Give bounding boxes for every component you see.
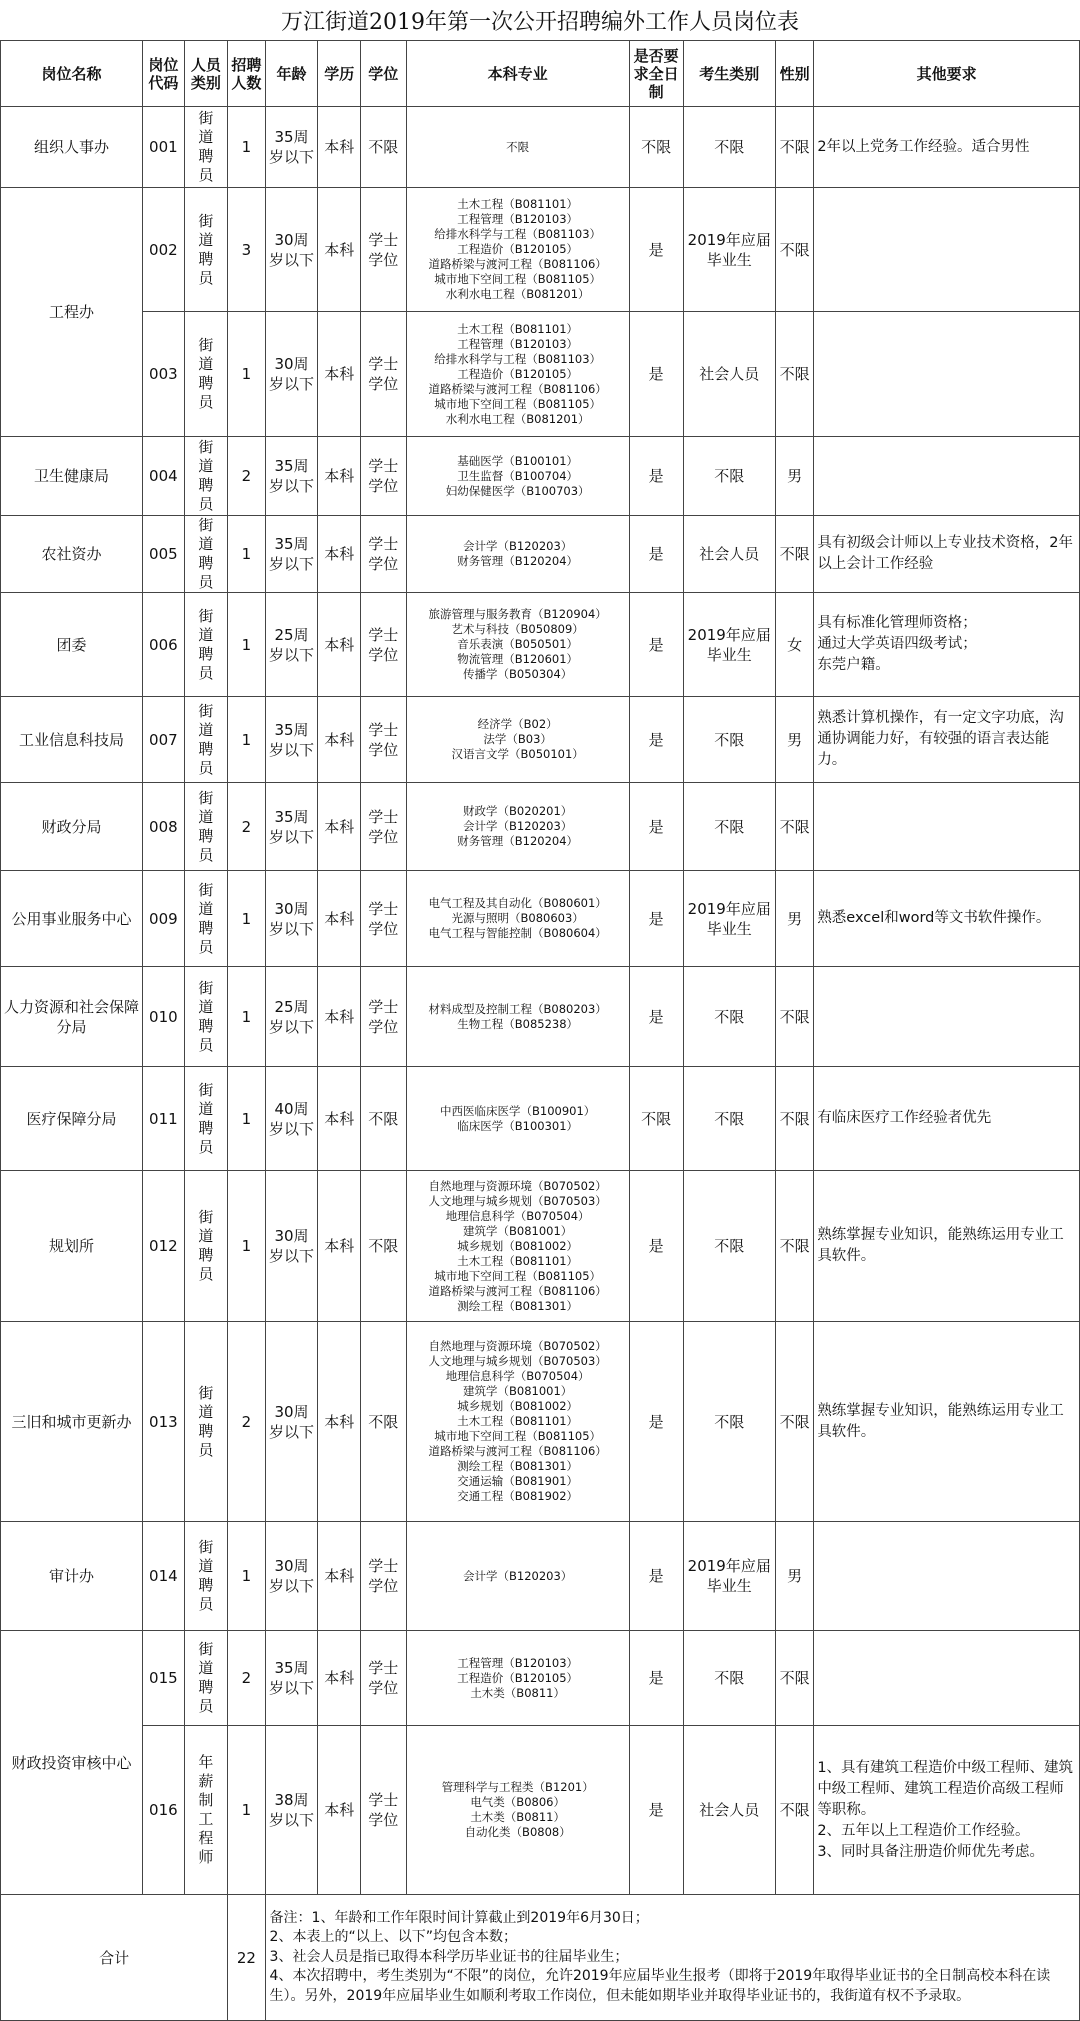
row-name: 财政投资审核中心 bbox=[1, 1631, 143, 1895]
header-name: 岗位名称 bbox=[1, 41, 143, 107]
table-row bbox=[1, 871, 1080, 967]
table-row bbox=[1, 697, 1080, 783]
row-sex: 女 bbox=[775, 593, 813, 697]
row-name: 公用事业服务中心 bbox=[1, 871, 143, 967]
row-edu: 本科 bbox=[318, 516, 361, 593]
row-age: 30周岁以下 bbox=[265, 1171, 318, 1322]
row-type: 街道聘员 bbox=[198, 336, 214, 411]
row-sex: 男 bbox=[775, 437, 813, 516]
row-age: 35周岁以下 bbox=[265, 783, 318, 871]
row-degree: 学士学位 bbox=[360, 593, 406, 697]
row-cand: 不限 bbox=[683, 967, 775, 1067]
table-row bbox=[1, 1171, 1080, 1322]
row-code: 007 bbox=[143, 697, 185, 783]
row-age: 30周岁以下 bbox=[265, 1322, 318, 1522]
row-cand: 2019年应届毕业生 bbox=[683, 593, 775, 697]
row-sex: 不限 bbox=[775, 967, 813, 1067]
row-age: 30周岁以下 bbox=[265, 1522, 318, 1631]
row-age: 25周岁以下 bbox=[265, 967, 318, 1067]
row-name: 工业信息科技局 bbox=[1, 697, 143, 783]
row-name: 财政分局 bbox=[1, 783, 143, 871]
row-cand: 不限 bbox=[683, 437, 775, 516]
table-row bbox=[1, 188, 1080, 312]
header-degree: 学位 bbox=[360, 41, 406, 107]
row-name: 卫生健康局 bbox=[1, 437, 143, 516]
header-fulltime: 是否要求全日制 bbox=[629, 41, 683, 107]
row-other: 具有初级会计师以上专业技术资格，2年以上会计工作经验 bbox=[814, 516, 1080, 593]
row-major: 自然地理与资源环境（B070502） 人文地理与城乡规划（B070503） 地理信息科学（B070504） 建筑学（B081001） 城乡规划（B081002） 土木工程（B081101） 城市地下空间工程（B081105） 道路桥梁与渡河工程（B081106） 测绘工程（B081301） bbox=[406, 1171, 629, 1322]
row-cand: 不限 bbox=[683, 783, 775, 871]
row-type: 街道聘员 bbox=[198, 211, 214, 287]
row-major: 旅游管理与服务教育（B120904） 艺术与科技（B050809） 音乐表演（B050501） 物流管理（B120601） 传播学（B050304） bbox=[406, 593, 629, 697]
row-cand: 不限 bbox=[683, 1631, 775, 1726]
row-code: 001 bbox=[143, 107, 185, 188]
page-title: 万江街道2019年第一次公开招聘编外工作人员岗位表 bbox=[281, 9, 799, 35]
row-major: 会计学（B120203） bbox=[406, 1522, 629, 1631]
row-name: 农社资办 bbox=[1, 516, 143, 593]
row-edu: 本科 bbox=[318, 1171, 361, 1322]
row-name: 医疗保障分局 bbox=[1, 1067, 143, 1171]
row-sex: 不限 bbox=[775, 783, 813, 871]
row-count: 2 bbox=[228, 1631, 265, 1726]
row-count: 2 bbox=[228, 1322, 265, 1522]
row-type: 街道聘员 bbox=[198, 606, 214, 682]
row-count: 1 bbox=[228, 871, 265, 967]
row-name: 工程办 bbox=[1, 188, 143, 437]
row-major: 中西医临床医学（B100901） 临床医学（B100301） bbox=[406, 1067, 629, 1171]
row-sex: 不限 bbox=[775, 1322, 813, 1522]
row-age: 30周岁以下 bbox=[265, 312, 318, 437]
row-type: 街道聘员 bbox=[198, 701, 214, 777]
row-type: 街道聘员 bbox=[198, 1080, 214, 1156]
row-major: 管理科学与工程类（B1201） 电气类（B0806） 土木类（B0811） 自动化类（B0808） bbox=[406, 1726, 629, 1895]
row-cand: 不限 bbox=[683, 1322, 775, 1522]
row-type: 街道聘员 bbox=[198, 1383, 214, 1459]
table-header-row bbox=[1, 41, 1080, 107]
row-code: 002 bbox=[143, 188, 185, 312]
row-edu: 本科 bbox=[318, 1522, 361, 1631]
row-age: 35周岁以下 bbox=[265, 1631, 318, 1726]
row-code: 003 bbox=[143, 312, 185, 437]
table-row bbox=[1, 1522, 1080, 1631]
row-code: 012 bbox=[143, 1171, 185, 1322]
row-degree: 不限 bbox=[360, 1171, 406, 1322]
row-age: 35周岁以下 bbox=[265, 107, 318, 188]
table-row bbox=[1, 107, 1080, 188]
row-edu: 本科 bbox=[318, 871, 361, 967]
row-major: 财政学（B020201） 会计学（B120203） 财务管理（B120204） bbox=[406, 783, 629, 871]
row-age: 35周岁以下 bbox=[265, 697, 318, 783]
row-code: 013 bbox=[143, 1322, 185, 1522]
row-count: 3 bbox=[228, 188, 265, 312]
footnote: 备注：1、年龄和工作年限时间计算截止到2019年6月30日； 2、本表上的“以上、以下”均包含本数； 3、社会人员是指已取得本科学历毕业证书的往届毕业生； 4、本次招聘中，考生类别为“不限”的岗位，允许2019年应届毕业生报考（即将于2019年取得毕业证书的全日制高校本科在读生）。另外，2019年应届毕业生如顺利考取工作岗位，但未能如期毕业并取得毕业证书的，我街道有权不予录取。 bbox=[265, 1895, 1079, 2021]
row-major: 不限 bbox=[406, 107, 629, 188]
row-sex: 不限 bbox=[775, 516, 813, 593]
row-major: 工程管理（B120103） 工程造价（B120105） 土木类（B0811） bbox=[406, 1631, 629, 1726]
header-sex: 性别 bbox=[775, 41, 813, 107]
table-row bbox=[1, 1631, 1080, 1726]
table-row bbox=[1, 1726, 1080, 1895]
row-degree: 学士学位 bbox=[360, 1726, 406, 1895]
row-name: 人力资源和社会保障分局 bbox=[1, 967, 143, 1067]
row-code: 008 bbox=[143, 783, 185, 871]
row-age: 35周岁以下 bbox=[265, 516, 318, 593]
table-row bbox=[1, 967, 1080, 1067]
row-major: 自然地理与资源环境（B070502） 人文地理与城乡规划（B070503） 地理信息科学（B070504） 建筑学（B081001） 城乡规划（B081002） 土木工程（B081101） 城市地下空间工程（B081105） 道路桥梁与渡河工程（B081106） 测绘工程（B081301） 交通运输（B081901） 交通工程（B081902） bbox=[406, 1322, 629, 1522]
row-cand: 不限 bbox=[683, 1171, 775, 1322]
row-other: 熟悉计算机操作，有一定文字功底，沟通协调能力好，有较强的语言表达能力。 bbox=[814, 697, 1080, 783]
row-name: 规划所 bbox=[1, 1171, 143, 1322]
row-fulltime: 是 bbox=[629, 1322, 683, 1522]
row-major: 材料成型及控制工程（B080203） 生物工程（B085238） bbox=[406, 967, 629, 1067]
table-row bbox=[1, 1067, 1080, 1171]
row-fulltime: 不限 bbox=[629, 1067, 683, 1171]
row-code: 011 bbox=[143, 1067, 185, 1171]
total-count: 22 bbox=[228, 1895, 265, 2021]
header-age: 年龄 bbox=[265, 41, 318, 107]
table-row bbox=[1, 593, 1080, 697]
row-count: 1 bbox=[228, 1067, 265, 1171]
row-other bbox=[814, 188, 1080, 312]
row-cand: 社会人员 bbox=[683, 312, 775, 437]
row-age: 30周岁以下 bbox=[265, 871, 318, 967]
header-type: 人员类别 bbox=[184, 41, 228, 107]
row-count: 1 bbox=[228, 312, 265, 437]
row-cand: 不限 bbox=[683, 697, 775, 783]
row-degree: 不限 bbox=[360, 107, 406, 188]
row-degree: 学士学位 bbox=[360, 188, 406, 312]
row-count: 1 bbox=[228, 1522, 265, 1631]
row-sex: 不限 bbox=[775, 1631, 813, 1726]
header-edu: 学历 bbox=[318, 41, 361, 107]
row-fulltime: 是 bbox=[629, 593, 683, 697]
row-type: 街道聘员 bbox=[198, 1538, 214, 1613]
row-fulltime: 是 bbox=[629, 1631, 683, 1726]
row-edu: 本科 bbox=[318, 1631, 361, 1726]
row-edu: 本科 bbox=[318, 783, 361, 871]
row-code: 009 bbox=[143, 871, 185, 967]
row-count: 2 bbox=[228, 437, 265, 516]
row-code: 006 bbox=[143, 593, 185, 697]
row-edu: 本科 bbox=[318, 593, 361, 697]
row-sex: 不限 bbox=[775, 188, 813, 312]
row-other: 熟练掌握专业知识，能熟练运用专业工具软件。 bbox=[814, 1322, 1080, 1522]
row-age: 25周岁以下 bbox=[265, 593, 318, 697]
row-code: 015 bbox=[143, 1631, 185, 1726]
row-degree: 学士学位 bbox=[360, 516, 406, 593]
row-other: 熟悉excel和word等文书软件操作。 bbox=[814, 871, 1080, 967]
row-sex: 男 bbox=[775, 697, 813, 783]
row-age: 40周岁以下 bbox=[265, 1067, 318, 1171]
row-age: 30周岁以下 bbox=[265, 188, 318, 312]
row-count: 1 bbox=[228, 593, 265, 697]
row-code: 005 bbox=[143, 516, 185, 593]
row-edu: 本科 bbox=[318, 1322, 361, 1522]
row-edu: 本科 bbox=[318, 967, 361, 1067]
row-sex: 男 bbox=[775, 871, 813, 967]
row-degree: 学士学位 bbox=[360, 1522, 406, 1631]
row-sex: 不限 bbox=[775, 1171, 813, 1322]
row-count: 1 bbox=[228, 516, 265, 593]
row-code: 016 bbox=[143, 1726, 185, 1895]
row-fulltime: 是 bbox=[629, 783, 683, 871]
table-footer-row bbox=[1, 1895, 1080, 2021]
row-edu: 本科 bbox=[318, 437, 361, 516]
row-cand: 2019年应届毕业生 bbox=[683, 1522, 775, 1631]
header-major: 本科专业 bbox=[406, 41, 629, 107]
table-row bbox=[1, 312, 1080, 437]
row-type: 街道聘员 bbox=[198, 1208, 214, 1283]
row-other: 有临床医疗工作经验者优先 bbox=[814, 1067, 1080, 1171]
row-type: 年薪制工程师 bbox=[198, 1753, 214, 1866]
row-edu: 本科 bbox=[318, 697, 361, 783]
row-code: 014 bbox=[143, 1522, 185, 1631]
row-other bbox=[814, 1522, 1080, 1631]
row-sex: 不限 bbox=[775, 1726, 813, 1895]
row-type: 街道聘员 bbox=[198, 516, 214, 591]
row-type: 街道聘员 bbox=[198, 788, 214, 864]
row-age: 35周岁以下 bbox=[265, 437, 318, 516]
row-degree: 不限 bbox=[360, 1067, 406, 1171]
header-other: 其他要求 bbox=[814, 41, 1080, 107]
row-edu: 本科 bbox=[318, 188, 361, 312]
row-count: 2 bbox=[228, 783, 265, 871]
row-major: 基础医学（B100101） 卫生监督（B100704） 妇幼保健医学（B100703） bbox=[406, 437, 629, 516]
row-degree: 不限 bbox=[360, 1322, 406, 1522]
row-count: 1 bbox=[228, 1726, 265, 1895]
row-cand: 社会人员 bbox=[683, 516, 775, 593]
row-type: 街道聘员 bbox=[198, 438, 214, 513]
row-fulltime: 不限 bbox=[629, 107, 683, 188]
row-major: 会计学（B120203） 财务管理（B120204） bbox=[406, 516, 629, 593]
row-name: 组织人事办 bbox=[1, 107, 143, 188]
row-type: 街道聘员 bbox=[198, 978, 214, 1054]
row-edu: 本科 bbox=[318, 107, 361, 188]
row-other bbox=[814, 312, 1080, 437]
row-major: 经济学（B02） 法学（B03） 汉语言文学（B050101） bbox=[406, 697, 629, 783]
row-edu: 本科 bbox=[318, 1726, 361, 1895]
row-other bbox=[814, 967, 1080, 1067]
row-fulltime: 是 bbox=[629, 188, 683, 312]
row-fulltime: 是 bbox=[629, 1726, 683, 1895]
row-fulltime: 是 bbox=[629, 871, 683, 967]
row-sex: 不限 bbox=[775, 312, 813, 437]
row-major: 土木工程（B081101） 工程管理（B120103） 给排水科学与工程（B081103） 工程造价（B120105） 道路桥梁与渡河工程（B081106） 城市地下空间工程（B081105） 水利水电工程（B081201） bbox=[406, 188, 629, 312]
row-code: 010 bbox=[143, 967, 185, 1067]
row-other bbox=[814, 437, 1080, 516]
total-label: 合计 bbox=[1, 1895, 228, 2021]
header-count: 招聘人数 bbox=[228, 41, 265, 107]
row-edu: 本科 bbox=[318, 312, 361, 437]
row-degree: 学士学位 bbox=[360, 871, 406, 967]
table-row bbox=[1, 516, 1080, 593]
header-cand: 考生类别 bbox=[683, 41, 775, 107]
header-code: 岗位代码 bbox=[143, 41, 185, 107]
row-sex: 不限 bbox=[775, 1067, 813, 1171]
row-count: 1 bbox=[228, 107, 265, 188]
table-row bbox=[1, 437, 1080, 516]
row-fulltime: 是 bbox=[629, 516, 683, 593]
row-count: 1 bbox=[228, 697, 265, 783]
row-cand: 不限 bbox=[683, 107, 775, 188]
row-degree: 学士学位 bbox=[360, 783, 406, 871]
table-row bbox=[1, 1322, 1080, 1522]
row-degree: 学士学位 bbox=[360, 1631, 406, 1726]
row-other bbox=[814, 783, 1080, 871]
row-type: 街道聘员 bbox=[198, 1640, 214, 1715]
row-age: 38周岁以下 bbox=[265, 1726, 318, 1895]
row-name: 审计办 bbox=[1, 1522, 143, 1631]
row-other: 1、具有建筑工程造价中级工程师、建筑中级工程师、建筑工程造价高级工程师等职称。 2、五年以上工程造价工作经验。 3、同时具备注册造价师优先考虑。 bbox=[814, 1726, 1080, 1895]
row-degree: 学士学位 bbox=[360, 697, 406, 783]
row-other: 2年以上党务工作经验。适合男性 bbox=[814, 107, 1080, 188]
row-other bbox=[814, 1631, 1080, 1726]
row-fulltime: 是 bbox=[629, 312, 683, 437]
row-fulltime: 是 bbox=[629, 437, 683, 516]
row-count: 1 bbox=[228, 967, 265, 1067]
row-code: 004 bbox=[143, 437, 185, 516]
row-cand: 社会人员 bbox=[683, 1726, 775, 1895]
positions-table bbox=[0, 40, 1080, 2021]
row-fulltime: 是 bbox=[629, 697, 683, 783]
row-degree: 学士学位 bbox=[360, 437, 406, 516]
row-fulltime: 是 bbox=[629, 1522, 683, 1631]
row-edu: 本科 bbox=[318, 1067, 361, 1171]
row-name: 团委 bbox=[1, 593, 143, 697]
row-major: 电气工程及其自动化（B080601） 光源与照明（B080603） 电气工程与智能控制（B080604） bbox=[406, 871, 629, 967]
row-degree: 学士学位 bbox=[360, 312, 406, 437]
row-cand: 2019年应届毕业生 bbox=[683, 871, 775, 967]
row-major: 土木工程（B081101） 工程管理（B120103） 给排水科学与工程（B081103） 工程造价（B120105） 道路桥梁与渡河工程（B081106） 城市地下空间工程（B081105） 水利水电工程（B081201） bbox=[406, 312, 629, 437]
table-row bbox=[1, 783, 1080, 871]
row-type: 街道聘员 bbox=[198, 109, 214, 184]
row-fulltime: 是 bbox=[629, 1171, 683, 1322]
row-count: 1 bbox=[228, 1171, 265, 1322]
row-other: 具有标准化管理师资格； 通过大学英语四级考试； 东莞户籍。 bbox=[814, 593, 1080, 697]
row-sex: 不限 bbox=[775, 107, 813, 188]
row-other: 熟练掌握专业知识，能熟练运用专业工具软件。 bbox=[814, 1171, 1080, 1322]
row-name: 三旧和城市更新办 bbox=[1, 1322, 143, 1522]
row-sex: 男 bbox=[775, 1522, 813, 1631]
row-fulltime: 是 bbox=[629, 967, 683, 1067]
row-degree: 学士学位 bbox=[360, 967, 406, 1067]
row-cand: 2019年应届毕业生 bbox=[683, 188, 775, 312]
row-cand: 不限 bbox=[683, 1067, 775, 1171]
row-type: 街道聘员 bbox=[198, 880, 214, 956]
